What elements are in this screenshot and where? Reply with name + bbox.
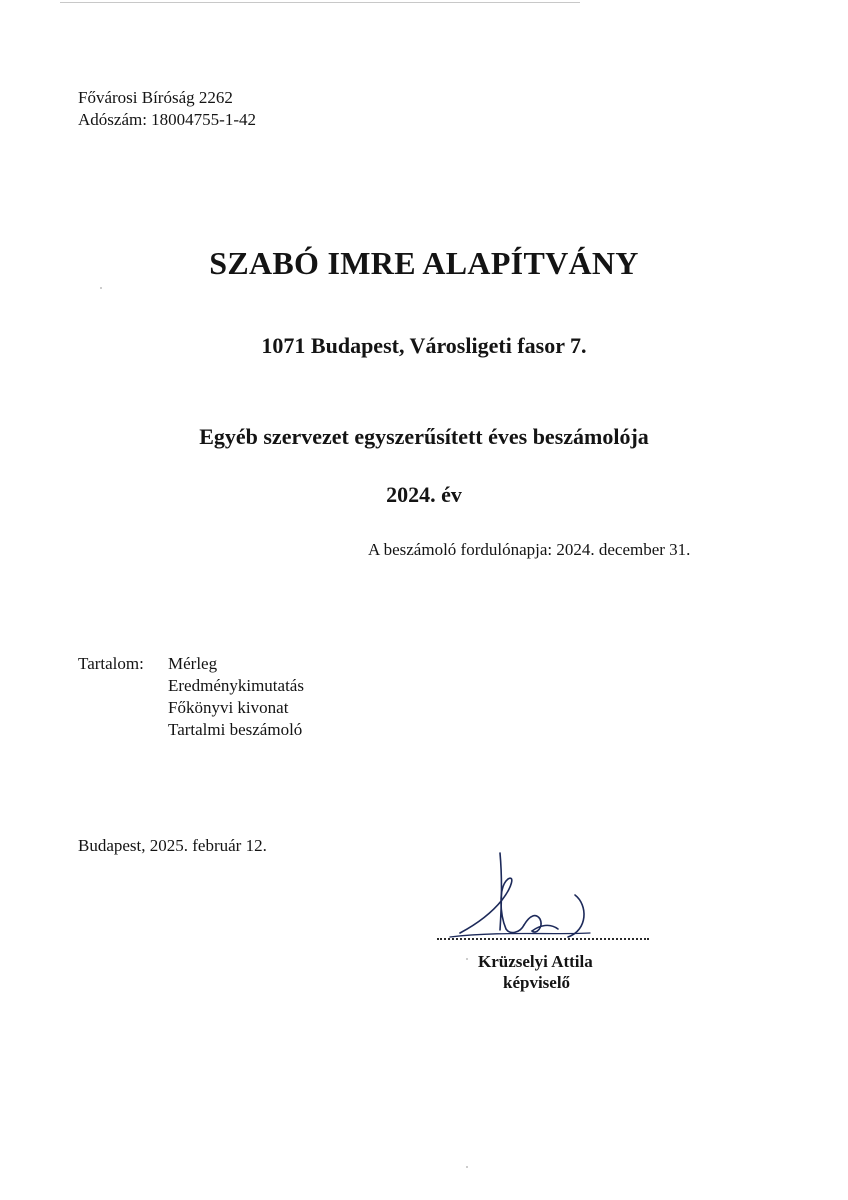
organization-address: 1071 Budapest, Városligeti fasor 7.	[261, 333, 587, 358]
scan-speck	[100, 287, 102, 289]
contents-label: Tartalom:	[78, 654, 144, 673]
signer-role: képviselő	[503, 973, 571, 992]
contents-item-general-ledger: Főkönyvi kivonat	[168, 698, 289, 717]
signer-name: Krüzselyi Attila	[478, 952, 593, 971]
scan-edge-line	[60, 2, 580, 3]
tax-number: Adószám: 18004755-1-42	[78, 110, 257, 129]
contents-list	[168, 653, 304, 741]
place-and-date: Budapest, 2025. február 12.	[78, 836, 267, 855]
scan-speck	[466, 1166, 468, 1168]
signature-line	[437, 938, 649, 940]
organization-name: SZABÓ IMRE ALAPÍTVÁNY	[209, 245, 639, 281]
report-year: 2024. év	[386, 482, 462, 507]
contents-item-balance-sheet: Mérleg	[168, 654, 218, 673]
contents-item-narrative-report: Tartalmi beszámoló	[168, 720, 303, 739]
handwritten-signature	[440, 845, 610, 945]
report-type: Egyéb szervezet egyszerűsített éves beszámolója	[199, 424, 649, 449]
court-registration: Fővárosi Bíróság 2262	[78, 88, 233, 107]
balance-sheet-date: A beszámoló fordulónapja: 2024. december 31.	[368, 540, 691, 559]
contents-item-income-statement: Eredménykimutatás	[168, 676, 304, 695]
scan-speck	[466, 958, 468, 960]
